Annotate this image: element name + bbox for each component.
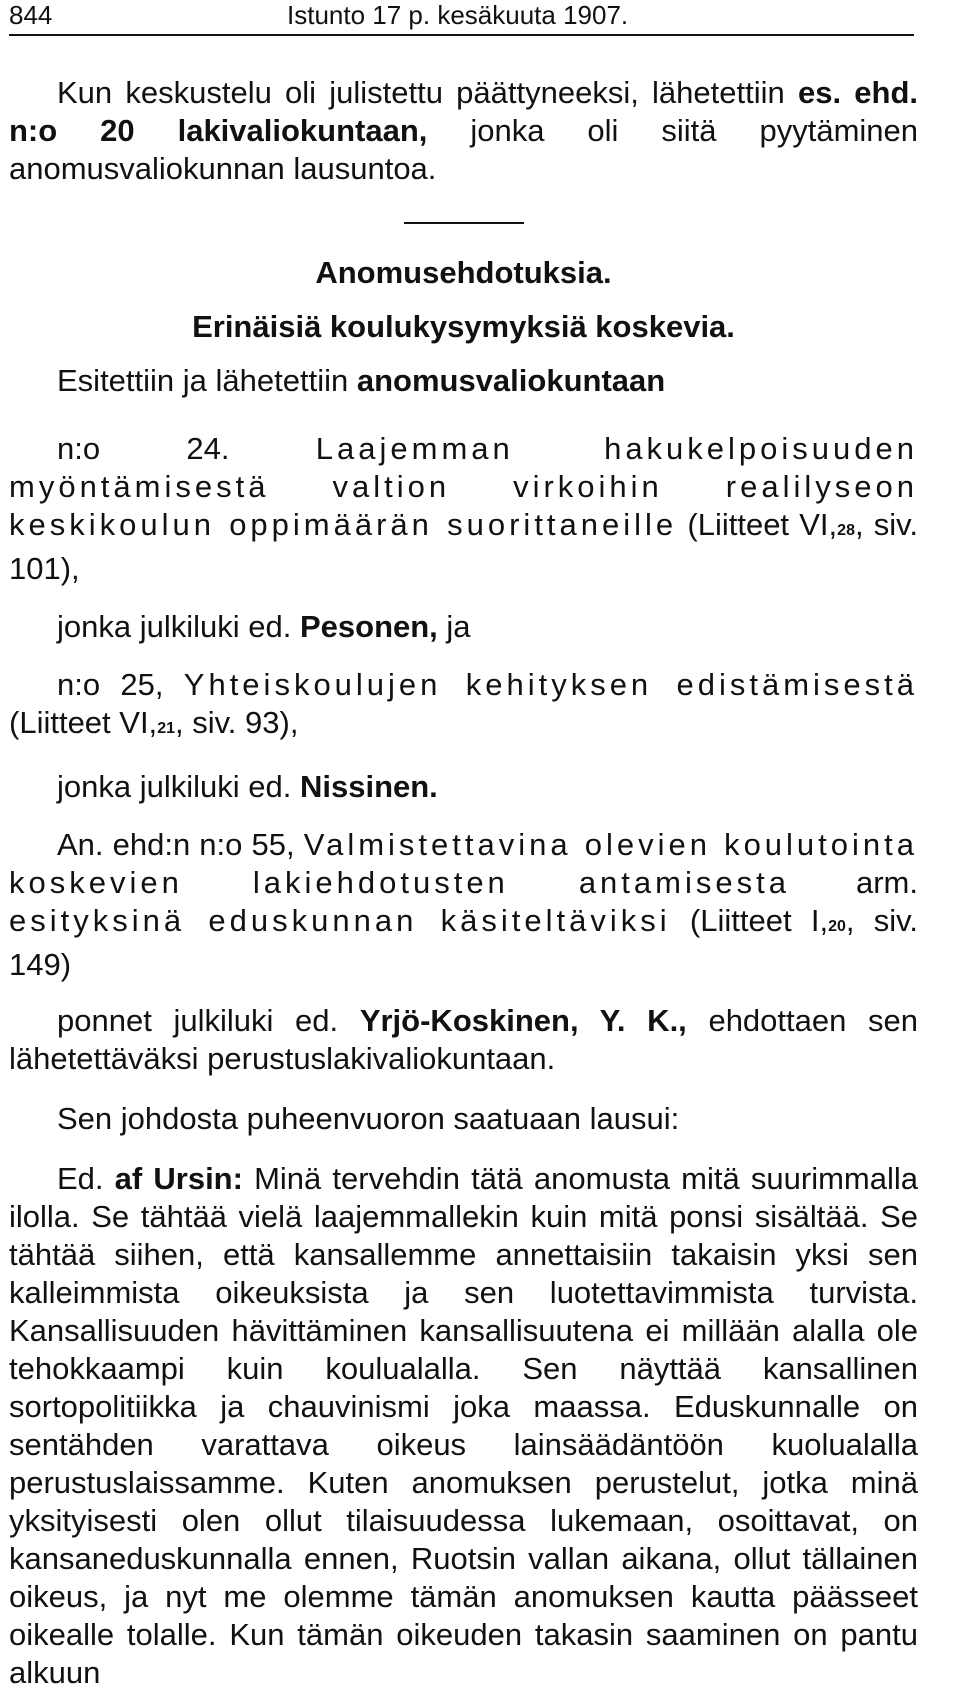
committee-name: anomusvaliokuntaan xyxy=(356,363,666,398)
intro-text-after: jonka oli siitä pyytäminen anomusvaliokunnan lausuntoa. xyxy=(9,113,919,186)
mover-name: Pesonen, xyxy=(299,609,438,644)
proposal-ref-suffix: , siv. 101), xyxy=(9,507,918,586)
mover-prefix: jonka julkiluki ed. xyxy=(57,609,300,644)
speaker-name: af Ursin: xyxy=(114,1161,243,1196)
petition-55 xyxy=(9,826,918,984)
mover-prefix: jonka julkiluki ed. xyxy=(57,769,300,804)
section-title: Anomusehdotuksia. xyxy=(315,255,612,290)
intro-bold-reference: es. ehd. n:o 20 lakivaliokuntaan, xyxy=(9,75,918,148)
petition-mover xyxy=(9,1002,918,1078)
page-number: 844 xyxy=(9,0,53,30)
mover-name: Nissinen. xyxy=(299,769,438,804)
petition-number: An. ehd:n n:o 55, xyxy=(57,827,304,862)
proposal-ref-subscript: 28 xyxy=(837,522,855,539)
intro-text-before: Kun keskustelu oli julistettu päättyneeksi, lähetettiin xyxy=(57,75,798,110)
session-date: Istunto 17 p. kesäkuuta 1907. xyxy=(287,0,629,30)
debate-intro: Sen johdosta puheenvuoron saatuaan lausui: xyxy=(57,1101,680,1136)
section-subtitle: Erinäisiä koulukysymyksiä koskevia. xyxy=(192,309,735,344)
proposal-ref-prefix: (Liitteet VI, xyxy=(9,705,158,740)
mover-suffix: ja xyxy=(437,609,471,644)
petition-ref-suffix: , siv. 149) xyxy=(9,903,918,982)
speaker-prefix: Ed. xyxy=(57,1161,115,1196)
petition-ref-subscript: 20 xyxy=(828,918,846,935)
petition-mover-suffix: ehdottaen sen lähetettäväksi perustuslakivaliokuntaan. xyxy=(9,1003,919,1076)
petition-title-a: Valmistettavina olevien koulutointa koskevien lakiehdotusten antamisesta xyxy=(9,827,919,900)
proposal-number: n:o 24. xyxy=(57,431,316,466)
sent-to-committee xyxy=(9,362,918,400)
proposal-title: Laajemman hakukelpoisuuden myöntämisestä valtion virkoihin realilyseon keskikoulun oppimäärän suorittaneille xyxy=(9,431,918,542)
proposal-title: Yhteiskoulujen kehityksen edistämisestä xyxy=(183,667,918,702)
proposal-ref-prefix: (Liitteet VI, xyxy=(677,507,838,542)
intro-paragraph xyxy=(9,74,918,188)
proposal-number: n:o 25, xyxy=(57,667,184,702)
petition-middle: arm. xyxy=(789,865,918,900)
proposal-ref-subscript: 21 xyxy=(157,720,175,737)
speech-paragraph xyxy=(9,1160,918,1692)
proposal-25 xyxy=(9,666,918,748)
petition-mover-prefix: ponnet julkiluki ed. xyxy=(57,1003,360,1038)
proposal-25-mover xyxy=(9,768,918,806)
section-divider xyxy=(404,222,524,224)
page-header xyxy=(9,0,914,36)
petition-ref-prefix: (Liitteet I, xyxy=(670,903,829,938)
proposal-24 xyxy=(9,430,918,588)
petition-title-b: esityksinä eduskunnan käsiteltäviksi xyxy=(9,903,671,938)
petition-mover-name: Yrjö-Koskinen, Y. K., xyxy=(359,1003,687,1038)
proposal-24-mover xyxy=(9,608,918,646)
proposal-ref-suffix: , siv. 93), xyxy=(174,705,299,740)
speech-text: Minä tervehdin tätä anomusta mitä suurimmalla ilolla. Se tähtää vielä laajemmallekin kuin mitä ponsi sisältää. Se tähtää siihen, että kansallemme annettaisiin takaisin yksi sen kalleimmista oikeuksista ja sen luotettavimmista turvista. Kansallisuuden hävittäminen kansallisuutena ei millään alalla ole tehokkaampi kuin koulualalla. Sen näyttää kansallinen sortopolitiikka ja chauvinismi joka maassa. Eduskunnalle on sentähden varattava oikeus lainsäädäntöön kuolualalla perustuslaissamme. Kuten anomuksen perustelut, jotka minä yksityisesti olen ollut tilaisuudessa lukemaan, osoittavat, on kansaneduskunnalla ennen, Ruotsin vallan aikana, ollut tällainen oikeus, ja nyt me olemme tämän anomuksen kautta päässeet oikealle tolalle. Kun tämän oikeuden takasin saaminen on pantu alkuun xyxy=(9,1161,918,1690)
sent-prefix: Esitettiin ja lähetettiin xyxy=(57,363,357,398)
